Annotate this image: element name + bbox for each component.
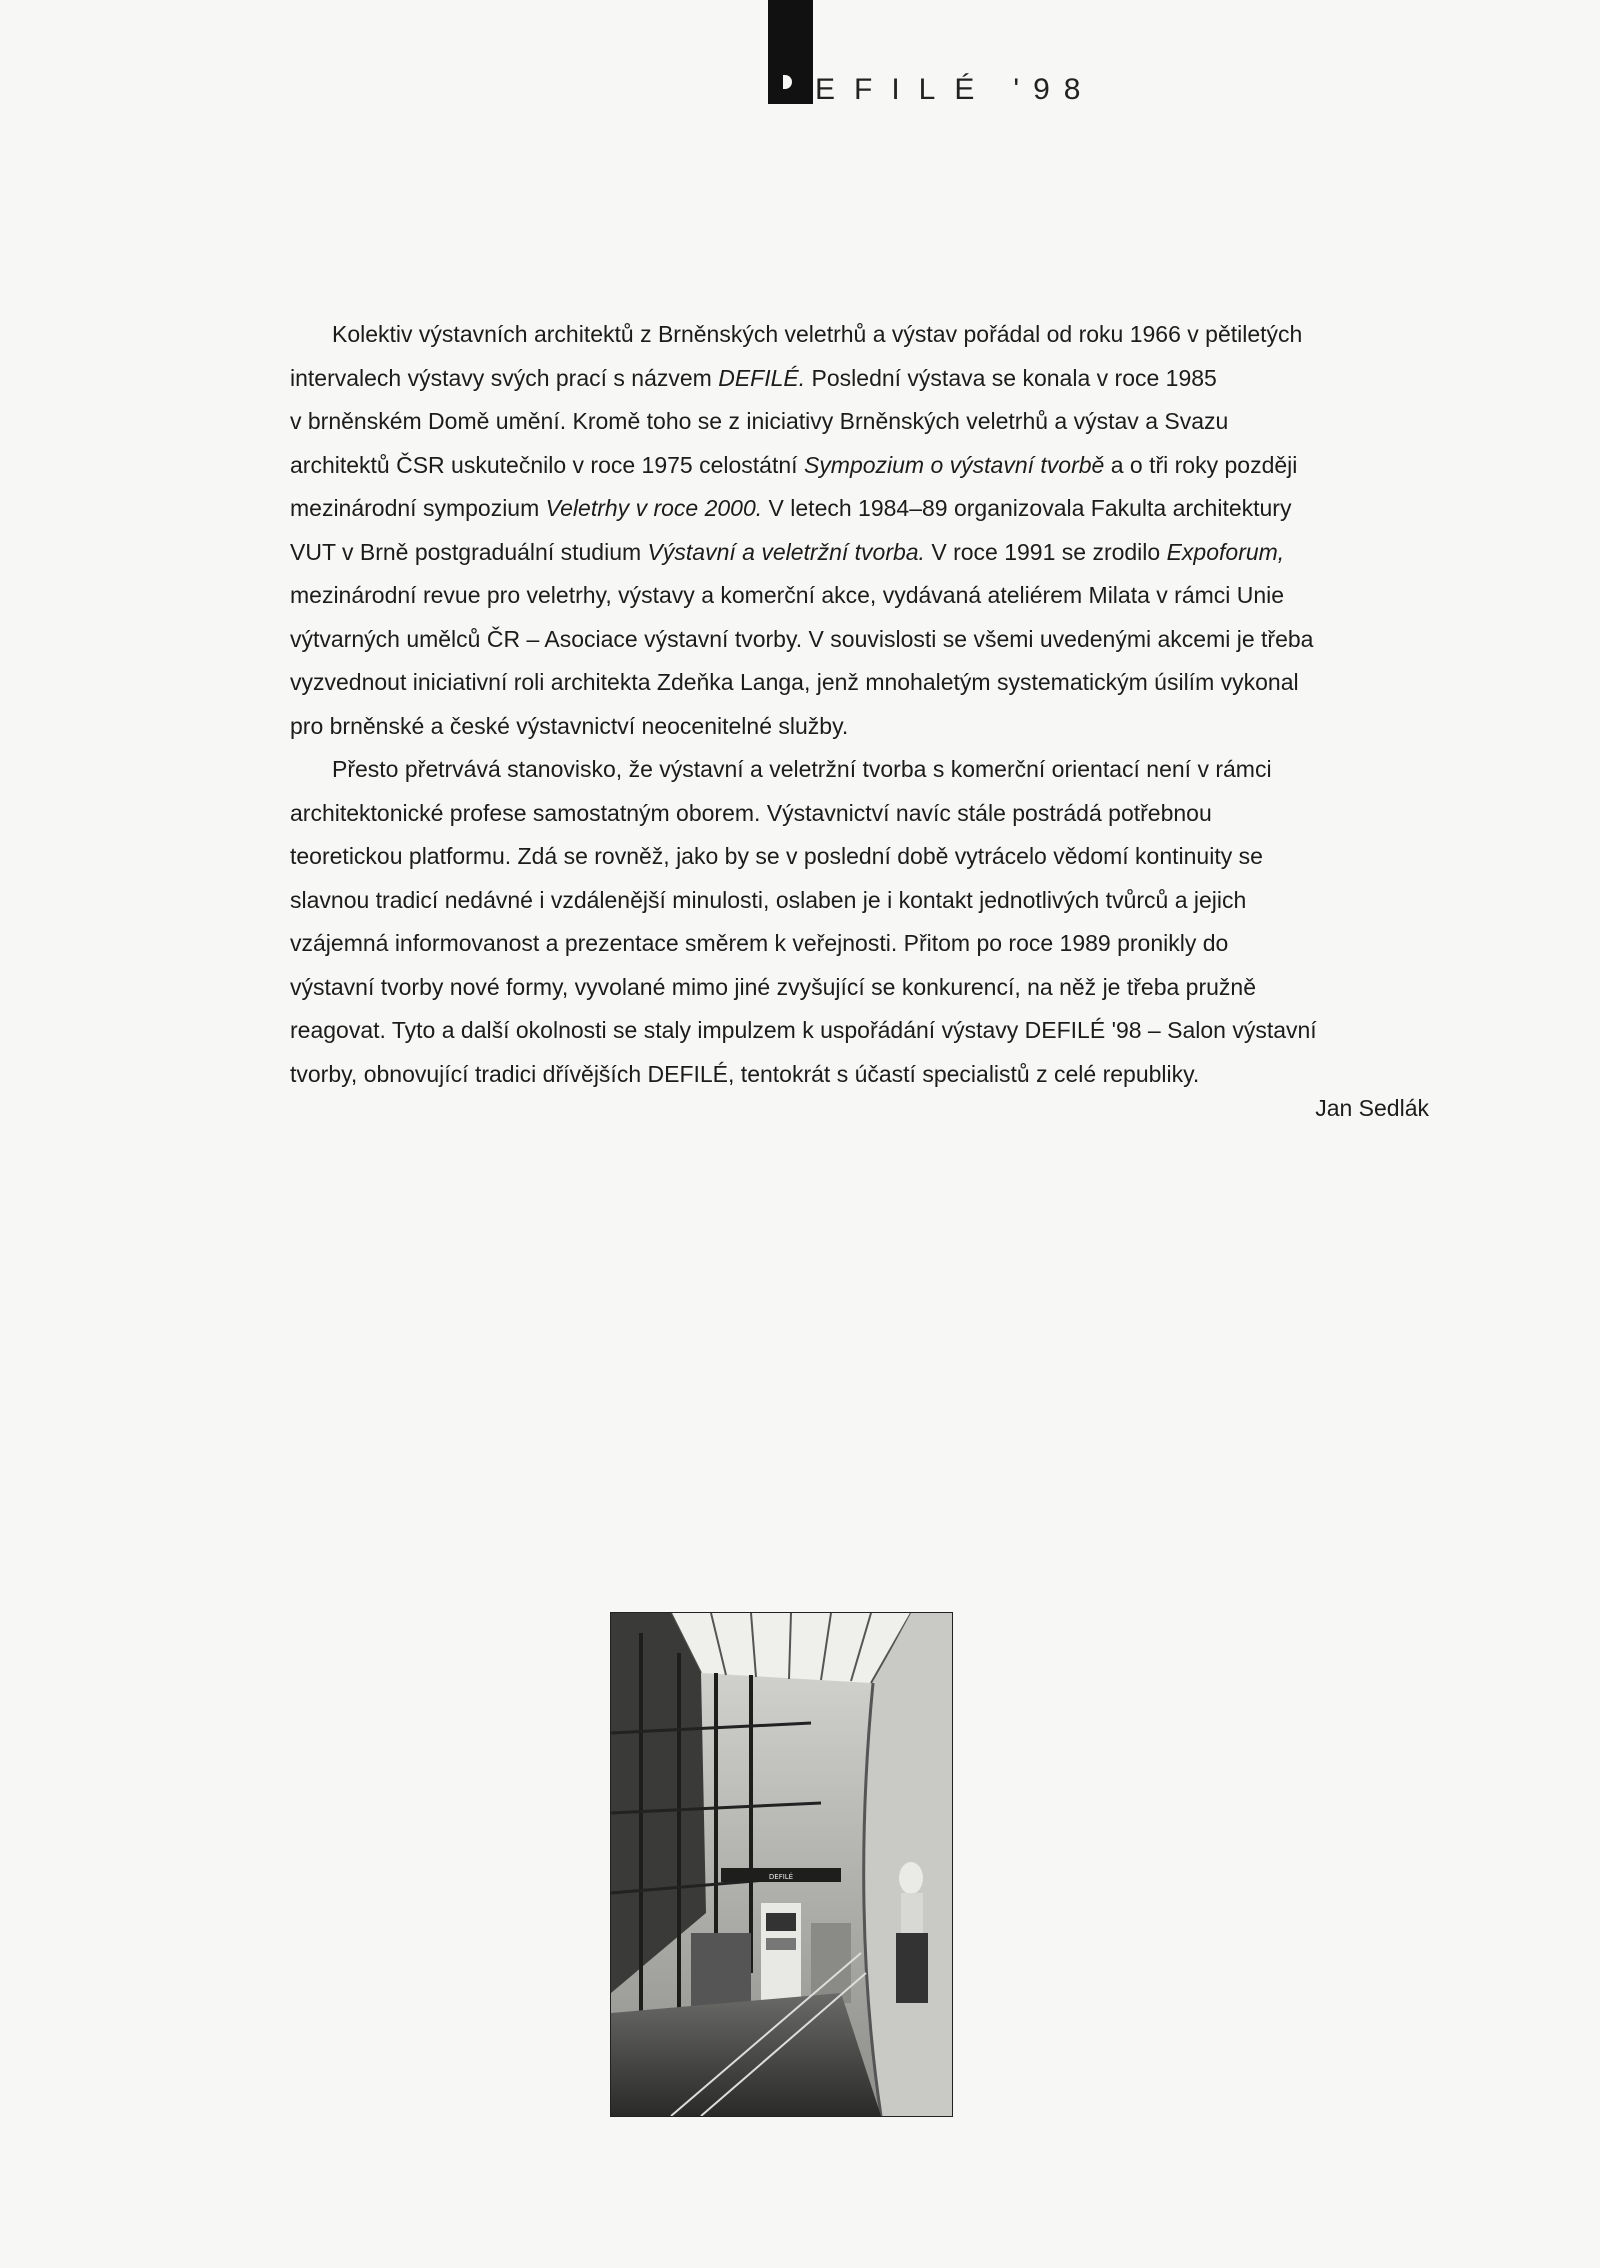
p1-line-10: pro brněnské a české výstavnictví neocenitelné služby. [290,712,849,739]
logo-letters: EFILÉ [815,73,994,106]
exhibition-hall-photo [610,1612,953,2117]
photo-illustration [611,1613,952,2116]
p1-line-3: v brněnském Domě umění. Kromě toho se z iniciativy Brněnských veletrhů a výstav a Svazu [290,408,1229,434]
author-signature: Jan Sedlák [1315,1095,1429,1121]
study-title: Výstavní a veletržní tvorba. [647,538,925,565]
p2-line-4: slavnou tradicí nedávné i vzdálenější minulosti, oslaben je i kontakt jednotlivých tvůrců a jejich [290,886,1247,913]
text-run: intervalech výstavy svých prací s názvem [290,364,719,391]
symposium-title: Sympozium o výstavní tvorbě [803,451,1105,478]
text-run: V letech 1984–89 organizovala Fakulta architektury [762,495,1292,521]
exhibition-title: DEFILÉ. [718,364,806,391]
p1-line-5 [290,487,1420,531]
text-run: mezinárodní sympozium [290,495,546,521]
article-body [290,313,1420,1096]
revue-title: Expoforum, [1166,538,1285,565]
text-run: a o tři roky později [1104,451,1298,478]
p2-line-3: teoretickou platformu. Zdá se rovněž, jako by se v poslední době vytrácelo vědomí kontinuity se [290,843,1263,869]
header-logo [815,70,1094,110]
p1-line-6 [290,531,1420,575]
p2-line-8: tvorby, obnovující tradici dřívějších DEFILÉ, tentokrát s účastí specialistů z celé republiky. [290,1060,1200,1087]
logo-year: '98 [1013,73,1095,106]
text-run: VUT v Brně postgraduální studium [290,538,648,565]
p1-line-9: vyzvednout iniciativní roli architekta Zdeňka Langa, jenž mnohaletým systematickým úsilím vykonal [290,669,1299,695]
p1-line-8: výtvarných umělců ČR – Asociace výstavní tvorby. V souvislosti se všemi uvedenými akcemi je třeba [290,625,1314,652]
photo-sign: DEFILÉ [768,1873,794,1881]
text-run: architektů ČSR uskutečnilo v roce 1975 celostátní [290,451,804,478]
p2-line-2: architektonické profese samostatným oborem. Výstavnictví navíc stále postrádá potřebnou [290,799,1212,826]
p1-line-2 [290,357,1420,401]
p1-line-4 [290,444,1420,488]
p1-line-1: Kolektiv výstavních architektů z Brněnských veletrhů a výstav pořádal od roku 1966 v pětiletých [332,321,1303,347]
symposium-title-2: Veletrhy v roce 2000. [545,495,763,521]
p2-line-5: vzájemná informovanost a prezentace směrem k veřejnosti. Přitom po roce 1989 pronikly do [290,930,1229,956]
text-run: Poslední výstava se konala v roce 1985 [805,364,1217,391]
text-run: V roce 1991 se zrodilo [924,538,1167,565]
p2-line-7: reagovat. Tyto a další okolnosti se staly impulzem k uspořádání výstavy DEFILÉ '98 – Salon výstavní [290,1017,1317,1043]
p1-line-7: mezinárodní revue pro veletrhy, výstavy a komerční akce, vydávaná ateliérem Milata v rámci Unie [290,582,1285,608]
p2-line-6: výstavní tvorby nové formy, vyvolané mimo jiné zvyšující se konkurencí, na něž je třeba pružně [290,973,1256,1000]
p2-line-1: Přesto přetrvává stanovisko, že výstavní a veletržní tvorba s komerční orientací není v rámci [332,756,1272,782]
